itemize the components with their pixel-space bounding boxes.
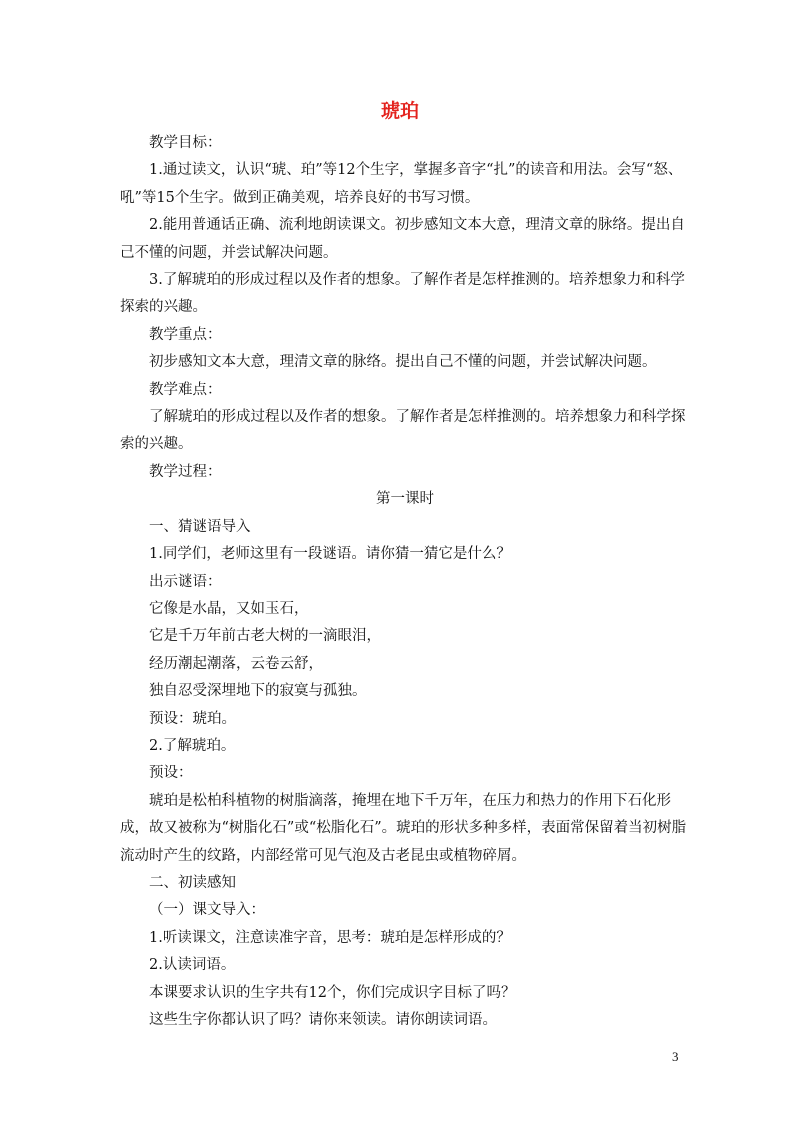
paragraph: 本课要求认识的生字共有12个，你们完成识字目标了吗？: [149, 984, 516, 1001]
paragraph: 预设：琥珀。: [149, 710, 236, 727]
section-heading-key-points: 教学重点：: [149, 326, 222, 343]
key-points-text: 初步感知文本大意，理清文章的脉络。提出自己不懂的问题，并尝试解决问题。: [149, 354, 657, 371]
paragraph: 2.认读词语。: [149, 957, 236, 974]
paragraph: 1.同学们，老师这里有一段谜语。请你猜一猜它是什么？: [149, 546, 511, 563]
objective-2: 2.能用普通话正确、流利地朗读课文。初步感知文本大意，理清文章的脉络。提出自己不懂的问题，并尝试解决问题。: [120, 217, 685, 261]
amber-description: 琥珀是松柏科植物的树脂滴落，掩埋在地下千万年，在压力和热力的作用下石化形成，故又被称为“树脂化石”或“松脂化石”。琥珀的形状多种多样，表面常保留着当初树脂流动时产生的纹路，内部经常可见气泡及古老昆虫或植物碎屑。: [120, 792, 687, 864]
paragraph: 出示谜语：: [149, 573, 222, 590]
riddle-line: 独自忍受深埋地下的寂寞与孤独。: [149, 683, 367, 700]
paragraph: 这些生字你都认识了吗？请你来领读。请你朗读词语。: [149, 1012, 497, 1028]
paragraph: 1.听读课文，注意读准字音，思考：琥珀是怎样形成的？: [149, 929, 511, 946]
riddle-line: 经历潮起潮落，云卷云舒，: [149, 655, 323, 672]
page-number: 3: [672, 1049, 679, 1064]
paragraph: 2.了解琥珀。: [149, 737, 236, 754]
difficulties-text: 了解琥珀的形成过程以及作者的想象。了解作者是怎样推测的。培养想象力和科学探索的兴趣。: [120, 409, 686, 453]
lesson-period-heading: 第一课时: [376, 491, 434, 508]
objective-1: 1.通过读文，认识“琥、珀”等12个生字，掌握多音字“扎”的读音和用法。会写“怒、吼”等15个生字。做到正确美观，培养良好的书写习惯。: [120, 162, 683, 206]
document-title: 琥珀: [380, 100, 419, 122]
sub-heading-introduction: （一）课文导入：: [149, 902, 265, 919]
step-heading-first-reading: 二、初读感知: [149, 874, 236, 891]
riddle-line: 它像是水晶，又如玉石，: [149, 600, 309, 617]
section-heading-process: 教学过程：: [149, 463, 222, 480]
riddle-line: 它是千万年前古老大树的一滴眼泪，: [149, 628, 381, 645]
step-heading-riddle: 一、猜谜语导入: [149, 518, 251, 535]
paragraph: 预设：: [149, 765, 193, 782]
section-heading-objectives: 教学目标：: [149, 135, 222, 151]
objective-3: 3.了解琥珀的形成过程以及作者的想象。了解作者是怎样推测的。培养想象力和科学探索的兴趣。: [120, 272, 685, 316]
document-body: [120, 130, 690, 1034]
section-heading-difficulties: 教学难点：: [149, 381, 222, 398]
